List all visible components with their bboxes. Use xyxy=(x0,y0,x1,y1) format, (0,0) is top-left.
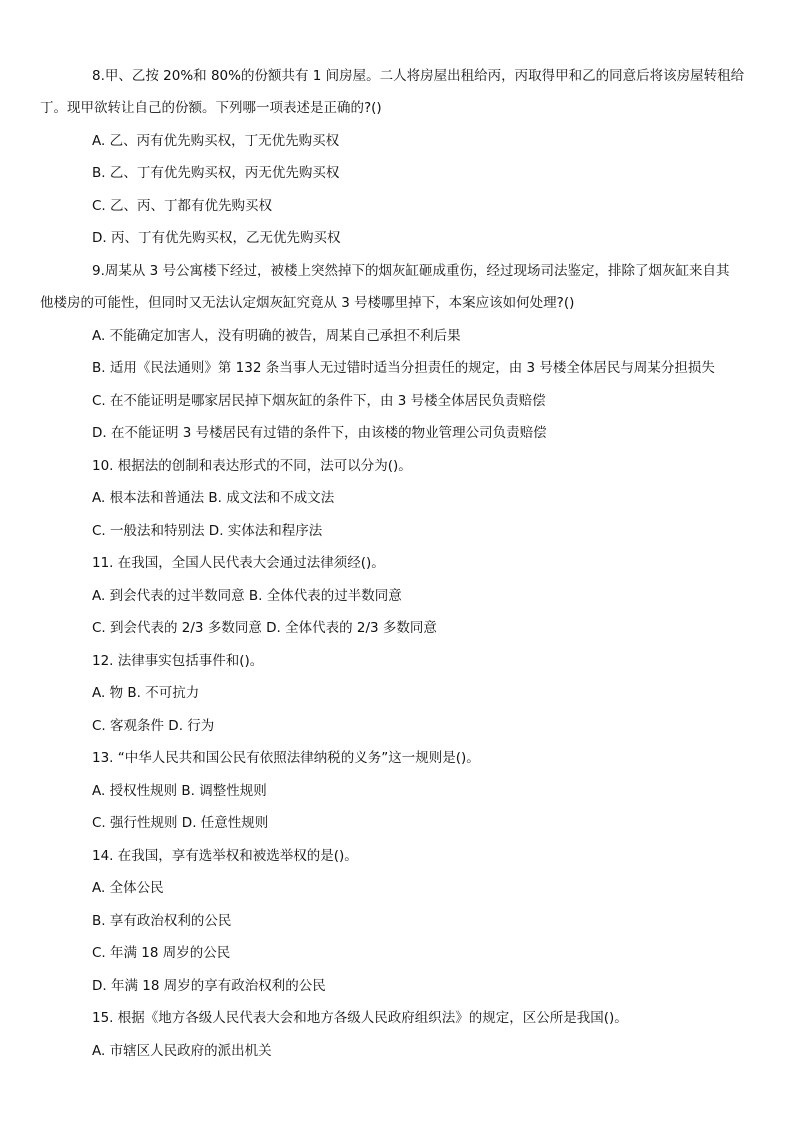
question-12-options-cd: C. 客观条件 D. 行为 xyxy=(92,718,215,734)
question-12-stem: 12. 法律事实包括事件和()。 xyxy=(92,653,264,669)
question-13-options-ab: A. 授权性规则 B. 调整性规则 xyxy=(92,783,267,799)
question-9-option-b: B. 适用《民法通则》第 132 条当事人无过错时适当分担责任的规定，由 3 号楼全体居民与周某分担损失 xyxy=(92,360,715,376)
question-10-options-ab: A. 根本法和普通法 B. 成文法和不成文法 xyxy=(92,490,335,506)
question-8-line-2: 丁。现甲欲转让自己的份额。下列哪一项表述是正确的?() xyxy=(40,100,382,116)
question-15-stem: 15. 根据《地方各级人民代表大会和地方各级人民政府组织法》的规定，区公所是我国()。 xyxy=(92,1010,628,1026)
question-8-option-b: B. 乙、丁有优先购买权，丙无优先购买权 xyxy=(92,165,340,181)
question-11-options-ab: A. 到会代表的过半数同意 B. 全体代表的过半数同意 xyxy=(92,588,402,604)
question-13-options-cd: C. 强行性规则 D. 任意性规则 xyxy=(92,815,269,831)
question-9-line-1: 9.周某从 3 号公寓楼下经过，被楼上突然掉下的烟灰缸砸成重伤，经过现场司法鉴定，排除了烟灰缸来自其 xyxy=(92,263,730,279)
question-14-option-b: B. 享有政治权利的公民 xyxy=(92,913,232,929)
question-14-stem: 14. 在我国，享有选举权和被选举权的是()。 xyxy=(92,848,358,864)
question-11-stem: 11. 在我国，全国人民代表大会通过法律须经()。 xyxy=(92,555,385,571)
question-9-option-c: C. 在不能证明是哪家居民掉下烟灰缸的条件下，由 3 号楼全体居民负责赔偿 xyxy=(92,393,546,409)
question-14-option-c: C. 年满 18 周岁的公民 xyxy=(92,945,231,961)
question-14-option-d: D. 年满 18 周岁的享有政治权利的公民 xyxy=(92,978,326,994)
question-8-option-a: A. 乙、丙有优先购买权，丁无优先购买权 xyxy=(92,133,340,149)
question-9-line-2: 他楼房的可能性，但同时又无法认定烟灰缸究竟从 3 号楼哪里掉下，本案应该如何处理?() xyxy=(40,295,575,311)
question-8-option-d: D. 丙、丁有优先购买权，乙无优先购买权 xyxy=(92,230,341,246)
question-10-options-cd: C. 一般法和特别法 D. 实体法和程序法 xyxy=(92,523,323,539)
question-12-options-ab: A. 物 B. 不可抗力 xyxy=(92,685,200,701)
question-9-option-d: D. 在不能证明 3 号楼居民有过错的条件下，由该楼的物业管理公司负责赔偿 xyxy=(92,425,547,441)
question-8-option-c: C. 乙、丙、丁都有优先购买权 xyxy=(92,198,273,214)
question-13-stem: 13. “中华人民共和国公民有依照法律纳税的义务”这一规则是()。 xyxy=(92,750,480,766)
question-11-options-cd: C. 到会代表的 2/3 多数同意 D. 全体代表的 2/3 多数同意 xyxy=(92,620,437,636)
question-10-stem: 10. 根据法的创制和表达形式的不同，法可以分为()。 xyxy=(92,458,412,474)
question-14-option-a: A. 全体公民 xyxy=(92,880,164,896)
question-15-option-a: A. 市辖区人民政府的派出机关 xyxy=(92,1043,272,1059)
question-8-line-1: 8.甲、乙按 20%和 80%的份额共有 1 间房屋。二人将房屋出租给丙，丙取得甲和乙的同意后将该房屋转租给 xyxy=(92,68,745,84)
question-9-option-a: A. 不能确定加害人，没有明确的被告，周某自己承担不利后果 xyxy=(92,328,461,344)
